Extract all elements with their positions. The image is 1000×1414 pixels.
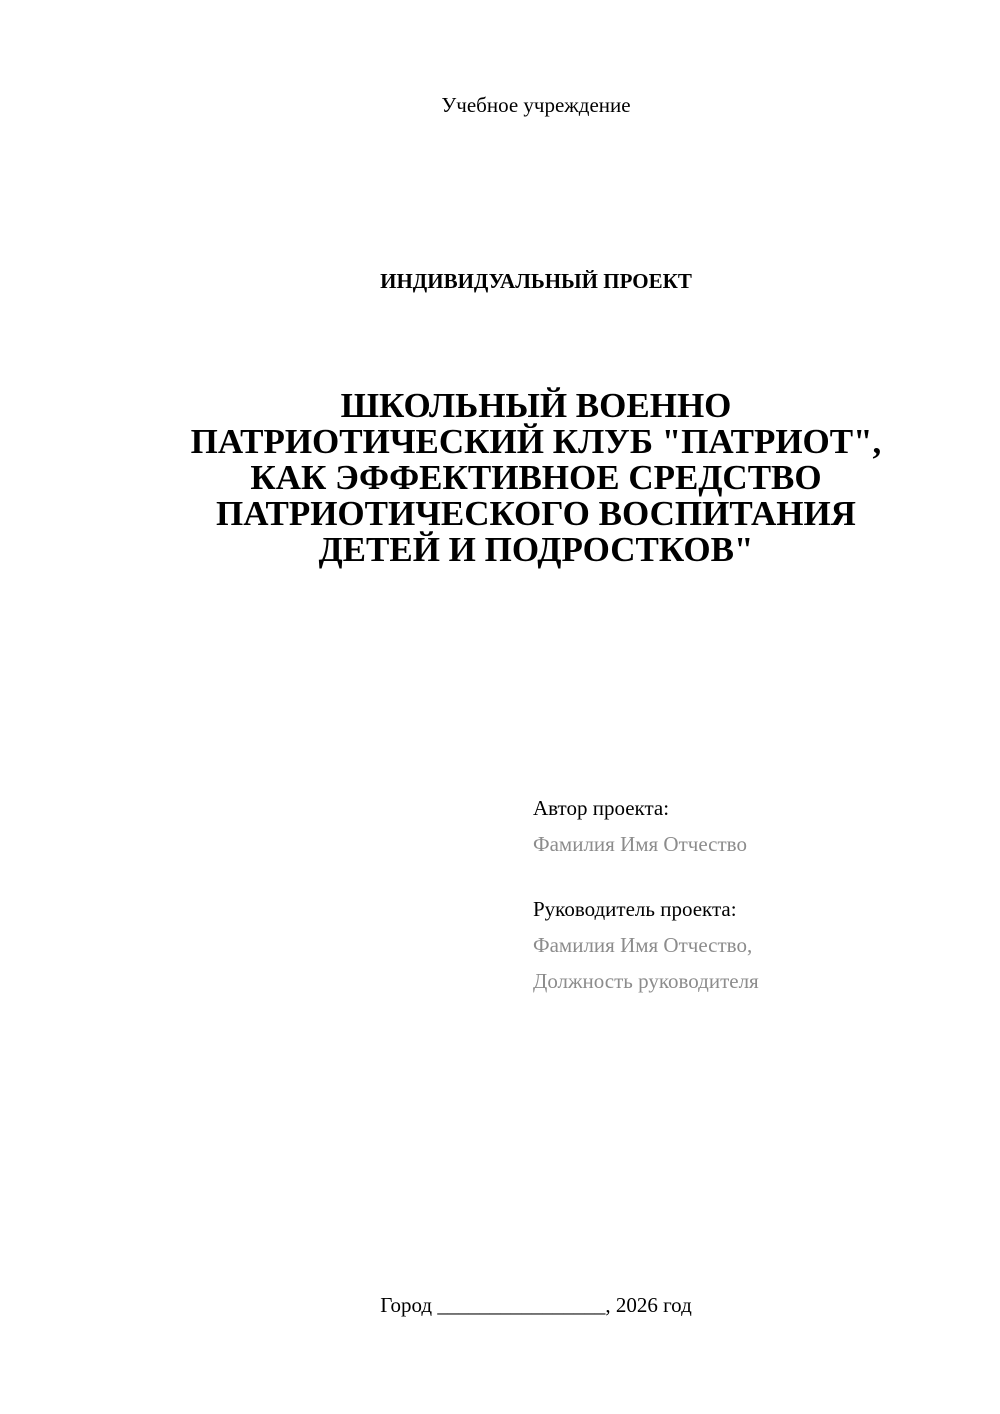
supervisor-position: Должность руководителя: [533, 969, 759, 993]
project-title: [0, 388, 1000, 568]
project-title-line: ПАТРИОТИЧЕСКОГО ВОСПИТАНИЯ: [216, 494, 856, 533]
project-type-heading: ИНДИВИДУАЛЬНЫЙ ПРОЕКТ: [380, 269, 692, 293]
project-title-line: ДЕТЕЙ И ПОДРОСТКОВ": [318, 530, 754, 569]
project-credits: [533, 790, 973, 999]
supervisor-name: Фамилия Имя Отчество,: [533, 933, 753, 957]
project-title-line: КАК ЭФФЕКТИВНОЕ СРЕДСТВО: [250, 458, 822, 497]
institution-name: Учебное учреждение: [441, 93, 631, 117]
supervisor-label: Руководитель проекта:: [533, 897, 737, 921]
credits-spacer: [533, 862, 973, 891]
project-title-line: ШКОЛЬНЫЙ ВОЕННО: [340, 386, 732, 425]
city-year-line: Город ________________, 2026 год: [380, 1293, 692, 1317]
author-name: Фамилия Имя Отчество: [533, 832, 747, 856]
author-label: Автор проекта:: [533, 796, 670, 820]
project-title-line: ПАТРИОТИЧЕСКИЙ КЛУБ "ПАТРИОТ",: [190, 422, 882, 461]
